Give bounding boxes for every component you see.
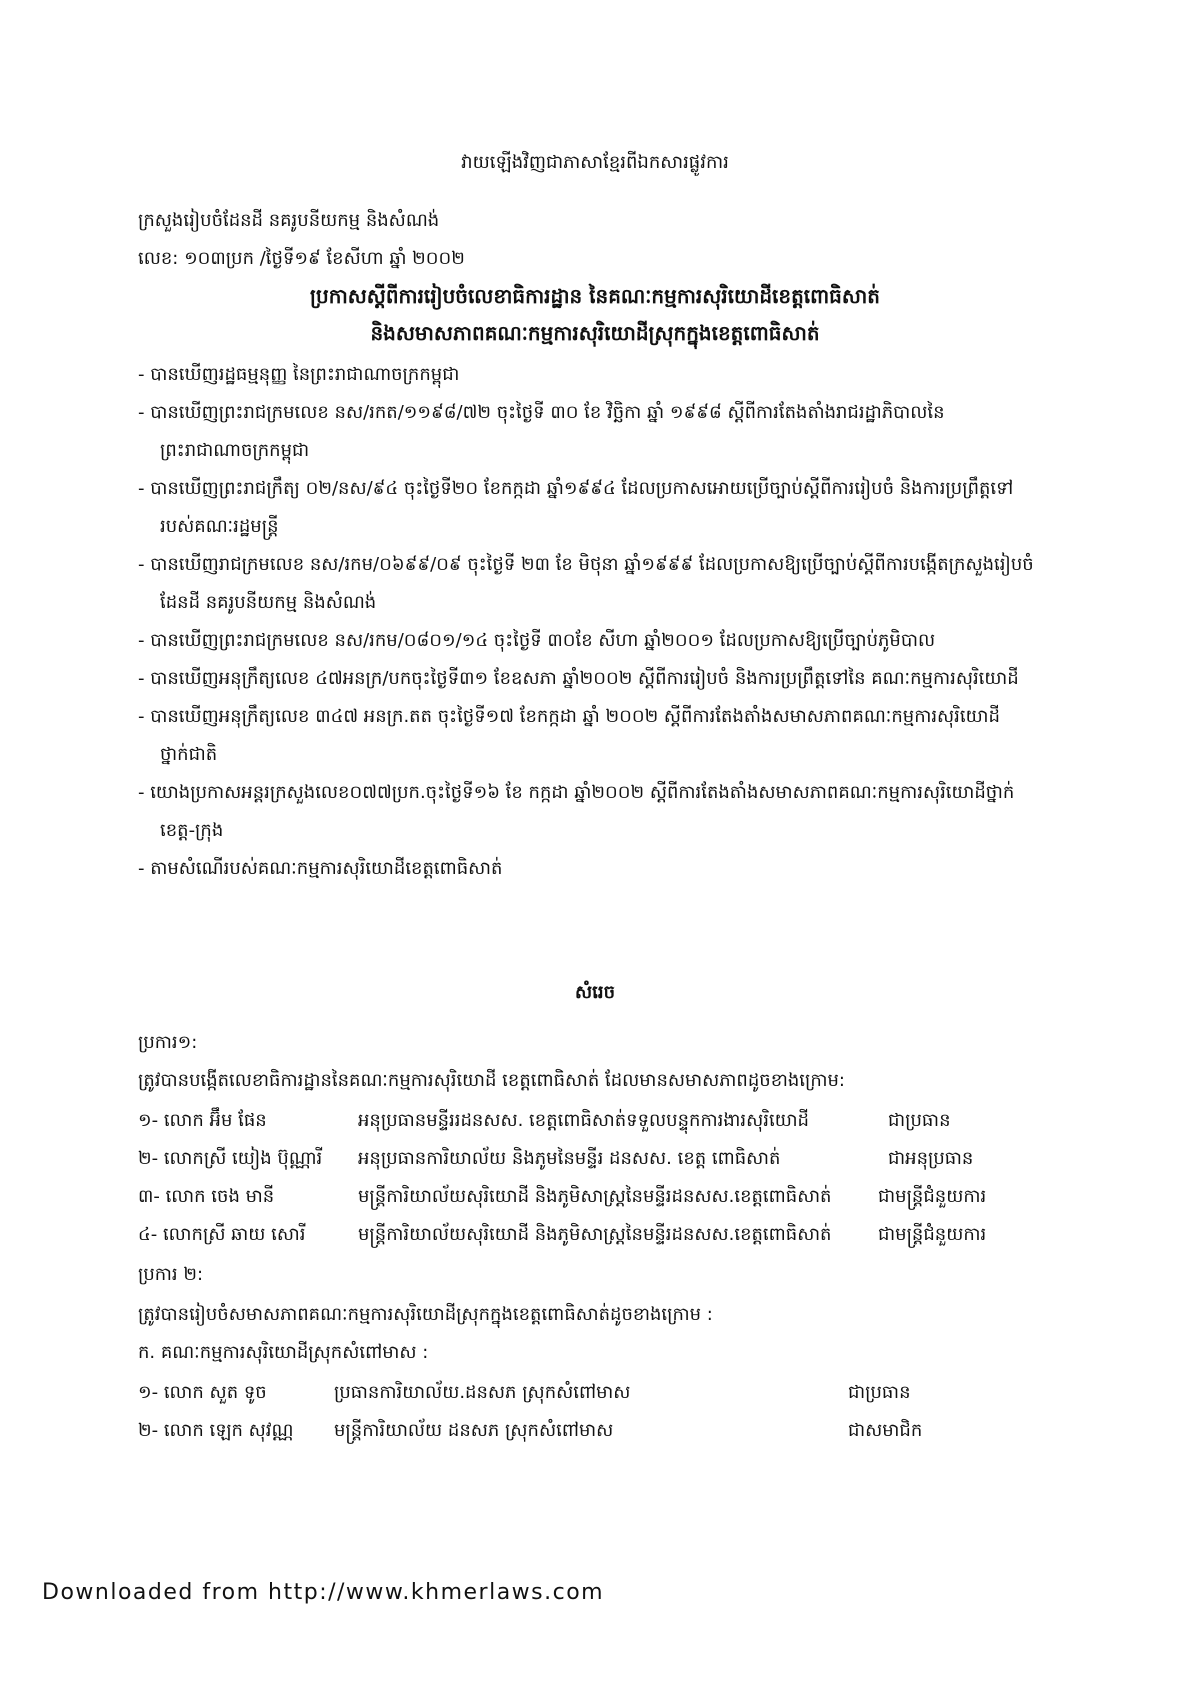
decision-heading: សំរេច [575,982,615,1003]
preamble-item-text: - បានឃើញអនុក្រឹត្យលេខ ៤៧អនក្រ/បកចុះថ្ងៃទី៣១ ខែឧសភា ឆ្នាំ២០០២ ស្តីពីការរៀបចំ និងការប្រព្រឹត្តទៅនៃ គណៈកម្មការសុរិយោដី [138,668,1019,689]
preamble-item-text: - បានឃើញអនុក្រឹត្យលេខ ៣៤៧ អនក្រ.តត ចុះថ្ងៃទី១៧ ខែកក្កដា ឆ្នាំ ២០០២ ស្តីពីការតែងតាំងសមាសភាពគណៈកម្មការសុរិយោដី [138,706,1000,727]
article-2-label: ប្រការ ២: [138,1264,204,1285]
preamble-item-continuation: របស់គណៈរដ្ឋមន្ត្រី [160,516,279,537]
member-role: ជាប្រធាន [848,1382,911,1403]
member-name: ៣- លោក ចេង មានី [138,1186,275,1207]
member-name: ៤- លោកស្រី ឆាយ សោរី [138,1224,306,1245]
download-source-footer: Downloaded from http://www.khmerlaws.com [42,1580,605,1605]
preamble-item [138,622,1058,660]
member-position: អនុប្រធានមន្ទីររដនសស. ខេត្តពោធិសាត់ទទួលបន្ទុកការងារសុរិយោដី [358,1110,809,1131]
preamble-item-continuation: ខេត្ត-ក្រុង [160,820,224,841]
preamble-item-text: - តាមសំណើរបស់គណៈកម្មការសុរិយោដីខេត្តពោធិសាត់ [138,858,503,879]
member-row [138,1184,1058,1218]
member-name: ១- លោក សួត ទូច [138,1382,267,1403]
preamble-item-text: - បានឃើញព្រះរាជក្រឹត្យ ០២/នស/៩៤ ចុះថ្ងៃទី២០ ខែកក្កដា ឆ្នាំ១៩៩៤ ដែលប្រកាសអោយប្រើច្បាប់ស្តីពីការរៀបចំ និងការប្រព្រឹត្តទៅ [138,478,1014,499]
preamble-list [138,356,1058,888]
preamble-item-continuation: ដែនដី នគរូបនីយកម្ម និងសំណង់ [160,592,377,613]
member-row [138,1222,1058,1256]
member-role: ជាមន្ត្រីជំនួយការ [878,1186,987,1207]
member-name: ២- លោកស្រី យៀង ប៊ុណ្ណារី [138,1148,323,1169]
preamble-item-text: - បានឃើញរដ្ឋធម្មនុញ្ញ នៃព្រះរាជាណាចក្រកម្ពុជា [138,364,460,385]
preamble-item [138,546,1058,622]
document-title-line-2: និងសមាសភាពគណៈកម្មការសុរិយោដីស្រុកក្នុងខេត្តពោធិសាត់ [370,321,820,345]
member-row [138,1380,1058,1414]
member-row [138,1108,1058,1142]
member-position: មន្ត្រីការិយាល័យសុរិយោដី និងភូមិសាស្ត្រនៃមន្ទីរដនសស.ខេត្តពោធិសាត់ [358,1224,832,1245]
preamble-item-text: - បានឃើញរាជក្រមលេខ នស/រកម/០៦៩៩/០៩ ចុះថ្ងៃទី ២៣ ខែ មិថុនា ឆ្នាំ១៩៩៩ ដែលប្រកាសឱ្យប្រើច្បាប់ស្តីពីការបង្កើតក្រសួងរៀបចំ [138,554,1034,575]
reference-number: លេខ: ១០៣ប្រក /ថ្ងៃទី១៩ ខែសីហា ឆ្នាំ ២០០២ [138,248,465,269]
member-role: ជាសមាជិក [848,1420,923,1441]
member-row [138,1418,1058,1452]
preamble-item [138,356,1058,394]
ministry-name: ក្រសួងរៀបចំដែនដី នគរូបនីយកម្ម និងសំណង់ [138,210,440,231]
preamble-item-continuation: ថ្នាក់ជាតិ [160,744,218,765]
header-note: វាយឡើងវិញជាភាសាខ្មែរពីឯកសារផ្លូវការ [461,152,729,173]
article-1-label: ប្រការ១: [138,1032,198,1053]
preamble-item [138,660,1058,698]
member-name: ២- លោក ឡេក សុវណ្ណ [138,1420,294,1441]
document-title-line-1: ប្រកាសស្តីពីការរៀបចំលេខាធិការដ្ឋាន នៃគណៈកម្មការសុរិយោដីខេត្តពោធិសាត់ [310,284,880,308]
member-position: មន្ត្រីការិយាល័យសុរិយោដី និងភូមិសាស្ត្រនៃមន្ទីរដនសស.ខេត្តពោធិសាត់ [358,1186,832,1207]
member-role: ជាមន្ត្រីជំនួយការ [878,1224,987,1245]
preamble-item-text: - យោងប្រកាសអន្តរក្រសួងលេខ០៧៧ប្រក.ចុះថ្ងៃទី១៦ ខែ កក្កដា ឆ្នាំ២០០២ ស្តីពីការតែងតាំងសមាសភាពគណៈកម្មការសុរិយោដីថ្នាក់ [138,782,1015,803]
preamble-item-text: - បានឃើញព្រះរាជក្រមលេខ នស/រកម/០៨០១/១៤ ចុះថ្ងៃទី ៣០ខែ សីហា ឆ្នាំ២០០១ ដែលប្រកាសឱ្យប្រើច្បាប់ភូមិបាល [138,630,936,651]
preamble-item-continuation: ព្រះរាជាណាចក្រកម្ពុជា [160,440,310,461]
member-position: មន្ត្រីការិយាល័យ ដនសភ ស្រុកសំពៅមាស [334,1420,614,1441]
member-role: ជាប្រធាន [888,1110,951,1131]
preamble-item [138,850,1058,888]
article-2-text: ត្រូវបានរៀបចំសមាសភាពគណៈកម្មការសុរិយោដីស្រុកក្នុងខេត្តពោធិសាត់ដូចខាងក្រោម : [138,1304,713,1325]
member-position: ប្រធានការិយាល័យ.ដនសភ ស្រុកសំពៅមាស [334,1382,631,1403]
preamble-item [138,774,1058,850]
article-2-subsection: ក. គណៈកម្មការសុរិយោដីស្រុកសំពៅមាស : [138,1342,429,1363]
preamble-item [138,698,1058,774]
preamble-item [138,394,1058,470]
member-position: អនុប្រធានការិយាល័យ និងភូមនៃមន្ទីរ ដនសស. ខេត្ត ពោធិសាត់ [358,1148,781,1169]
member-role: ជាអនុប្រធាន [888,1148,974,1169]
preamble-item-text: - បានឃើញព្រះរាជក្រមលេខ នស/រកត/១១៩៨/៧២ ចុះថ្ងៃទី ៣០ ខែ វិច្ឆិកា ឆ្នាំ ១៩៩៨ ស្តីពីការតែងតាំងរាជរដ្ឋាភិបាលនៃ [138,402,945,423]
member-row [138,1146,1058,1180]
member-name: ១- លោក អ៊ឹម ផែន [138,1110,267,1131]
preamble-item [138,470,1058,546]
article-1-text: ត្រូវបានបង្កើតលេខាធិការដ្ឋាននៃគណៈកម្មការសុរិយោដី ខេត្តពោធិសាត់ ដែលមានសមាសភាពដូចខាងក្រោម: [138,1070,845,1091]
